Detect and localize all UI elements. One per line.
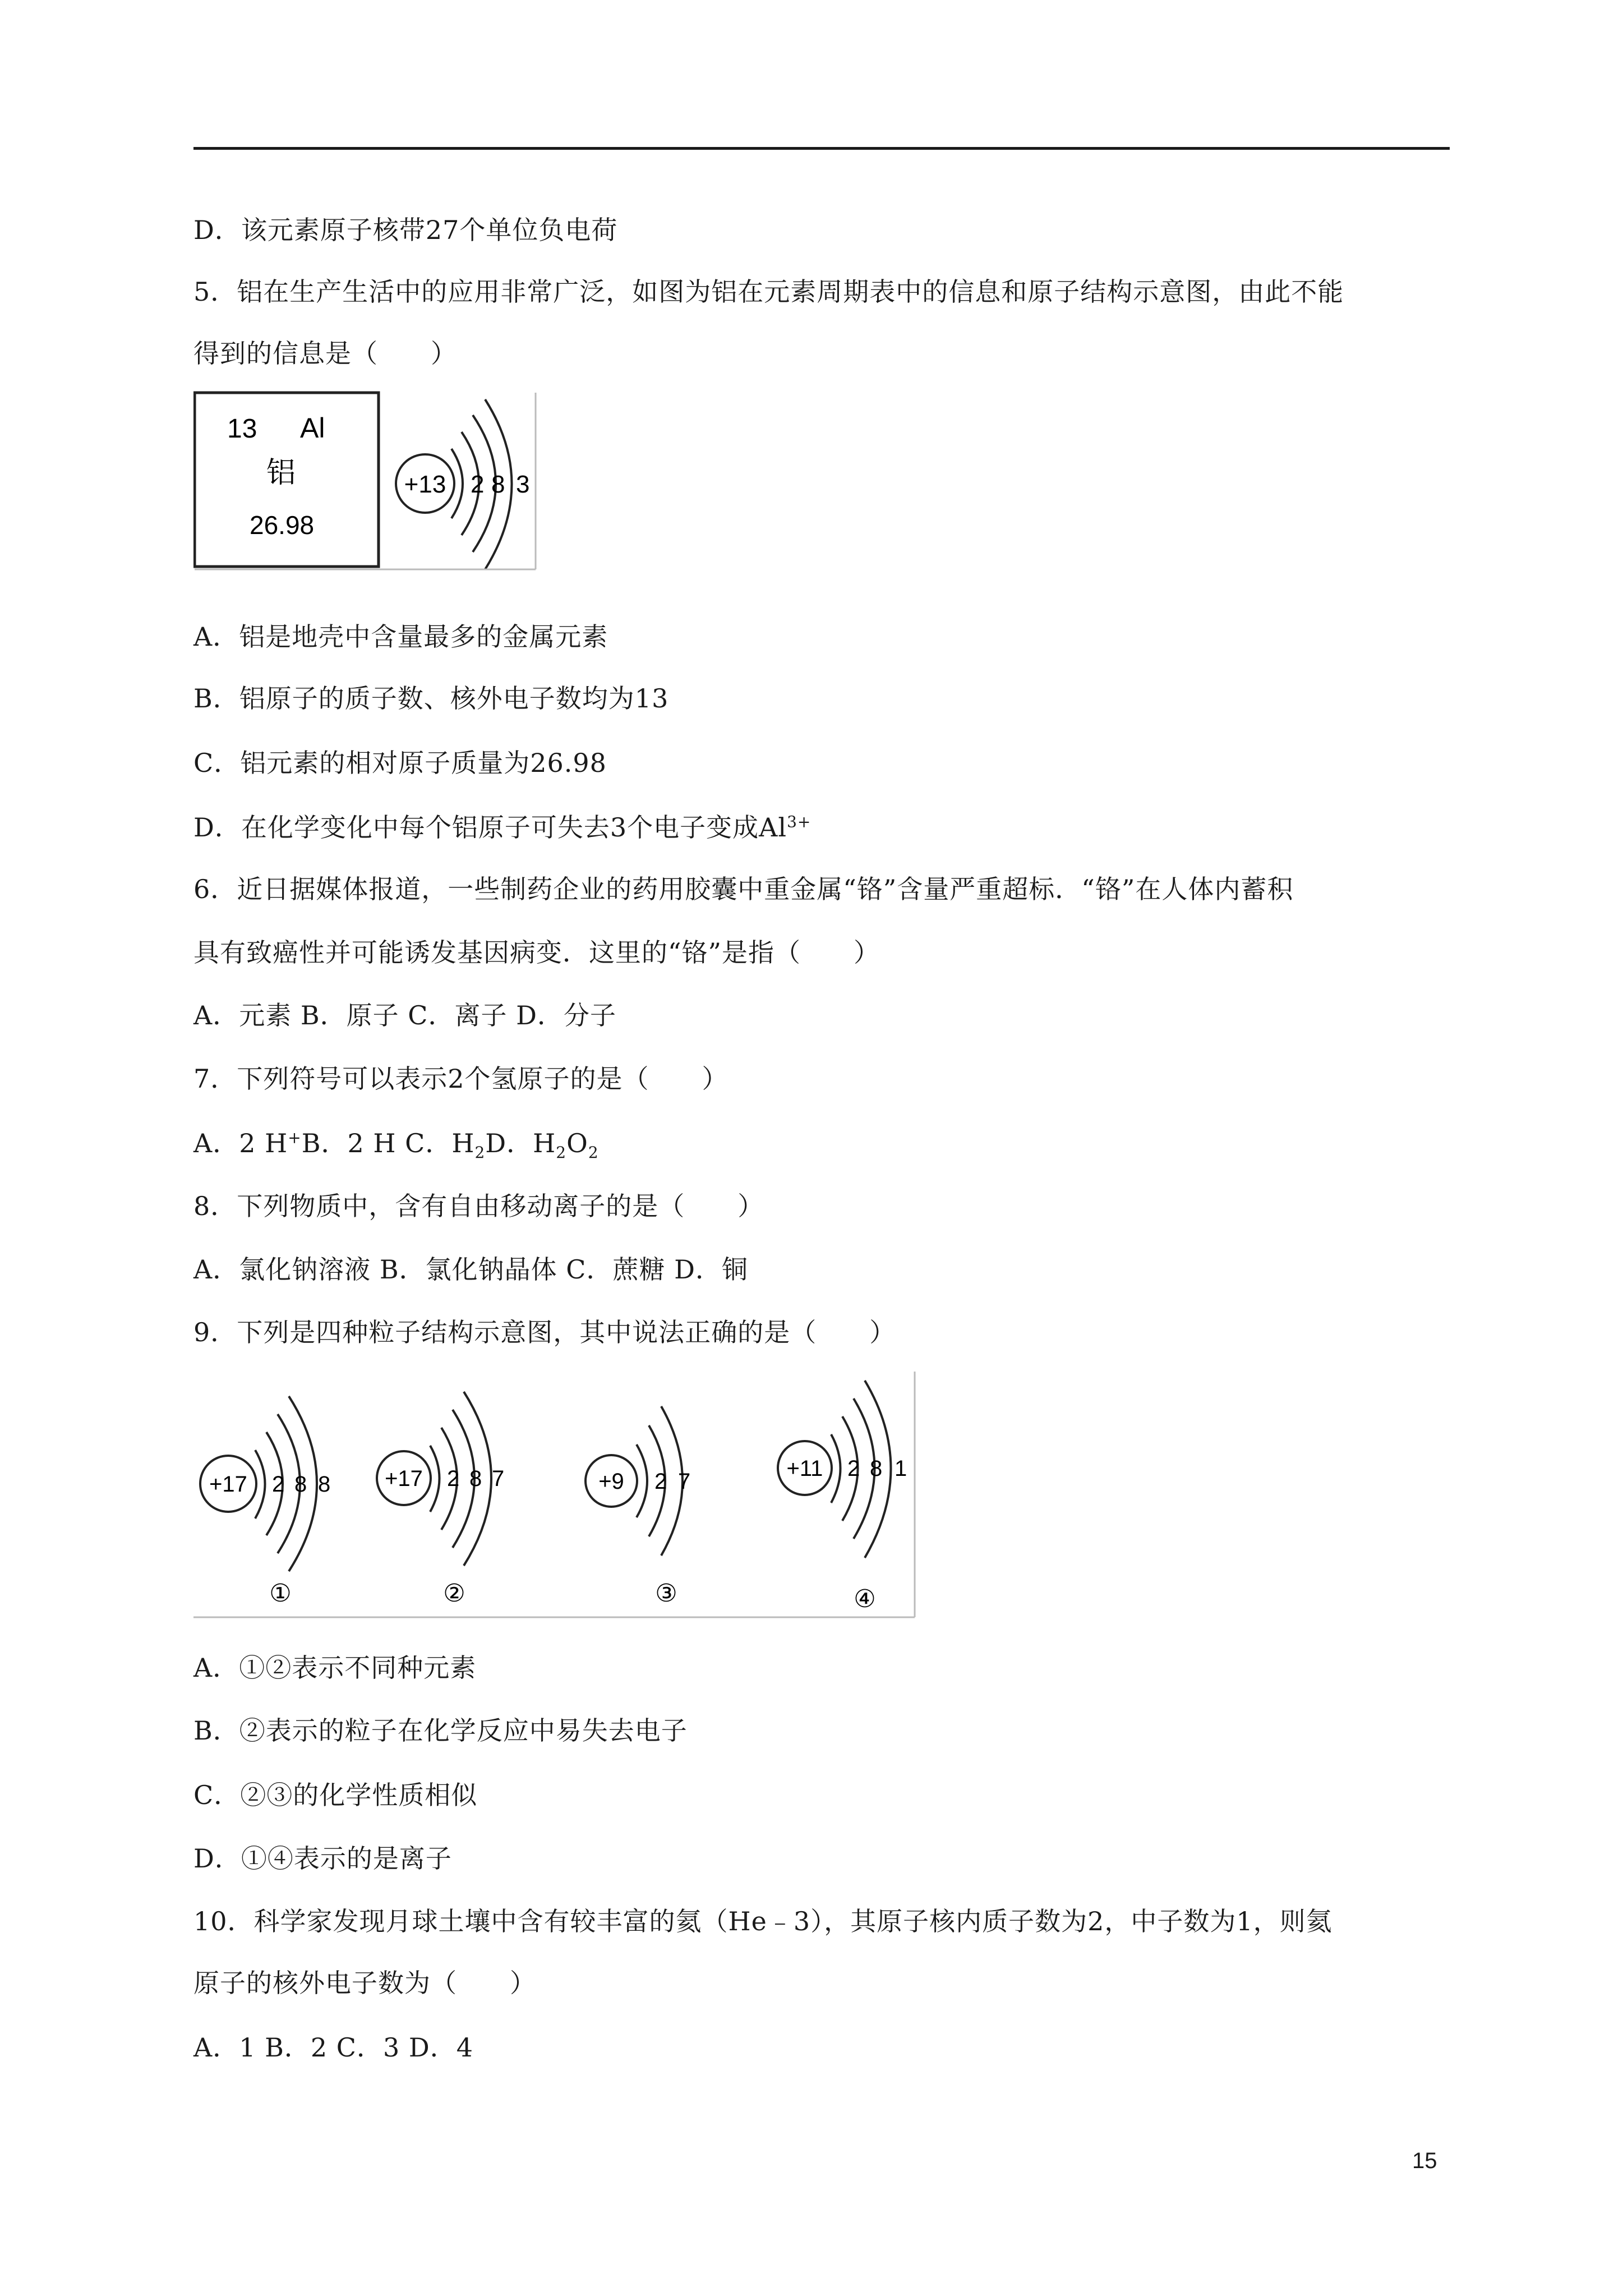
- element-name: 铝: [266, 457, 296, 489]
- q5-option-d: D．在化学变化中每个铝原子可失去3个电子变成$Al^{3+}$: [193, 812, 811, 843]
- q6-stem-line2: 具有致癌性并可能诱发基因病变．这里的“铬”是指（ ）: [193, 937, 880, 968]
- q9-option-d: D．①④表示的是离子: [193, 1843, 452, 1874]
- particle-structure-figure: [193, 1372, 917, 1621]
- q8-stem: 8．下列物质中，含有自由移动离子的是（ ）: [193, 1191, 764, 1221]
- q6-options: A．元素 B．原子 C．离子 D．分子: [193, 1000, 616, 1030]
- particle-2-label: ②: [443, 1580, 465, 1607]
- page-number: 15: [1412, 2148, 1437, 2173]
- svg-text:8: 8: [294, 1472, 307, 1497]
- nucleus-charge: +13: [404, 471, 446, 498]
- q9-option-a: A．①②表示不同种元素: [193, 1653, 477, 1683]
- particle-1-nucleus: +17: [209, 1472, 247, 1497]
- svg-text:2: 2: [654, 1469, 667, 1494]
- header-rule: [193, 147, 1450, 150]
- svg-text:7: 7: [678, 1469, 691, 1494]
- q10-options: A．1 B．2 C．3 D．4: [193, 2032, 474, 2063]
- atomic-number: 13: [227, 414, 257, 444]
- q8-options: A．氯化钠溶液 B．氯化钠晶体 C．蔗糖 D．铜: [193, 1254, 748, 1285]
- atomic-mass: 26.98: [250, 510, 315, 540]
- q10-stem-line2: 原子的核外电子数为（ ）: [193, 1968, 536, 1998]
- q5-option-a: A．铝是地壳中含量最多的金属元素: [193, 622, 608, 652]
- q6-stem-line1: 6．近日据媒体报道，一些制药企业的药用胶囊中重金属“铬”含量严重超标．“铬”在人体内蓄积: [193, 874, 1294, 904]
- particle-3-nucleus: +9: [598, 1469, 624, 1494]
- q7-options: A．2 H+B．2 H C．$H_2D$．$H_2O_2$: [193, 1128, 599, 1162]
- particle-3: [585, 1406, 690, 1607]
- q7-stem: 7．下列符号可以表示2个氢原子的是（ ）: [193, 1064, 728, 1094]
- particle-4-label: ④: [854, 1585, 876, 1613]
- svg-text:8: 8: [318, 1472, 331, 1497]
- particle-2: [377, 1392, 504, 1607]
- shell-3-electrons: 3: [516, 471, 530, 498]
- q5-option-b: B．铝原子的质子数、核外电子数均为13: [193, 683, 669, 714]
- shell-1-electrons: 2: [471, 471, 485, 498]
- svg-text:2: 2: [447, 1466, 460, 1491]
- q10-stem-line1: 10．科学家发现月球土壤中含有较丰富的氦（He﹣3），其原子核内质子数为2，中子数为1，则氦: [193, 1906, 1332, 1936]
- particle-4: [778, 1381, 907, 1613]
- aluminum-figure: [193, 387, 541, 580]
- q9-option-c: C．②③的化学性质相似: [193, 1780, 478, 1810]
- q5-stem-line2: 得到的信息是（ ）: [193, 338, 457, 369]
- shell-2-electrons: 8: [491, 471, 505, 498]
- q5-option-c: C．铝元素的相对原子质量为26.98: [193, 748, 607, 778]
- particle-4-nucleus: +11: [786, 1456, 823, 1481]
- particle-1: [200, 1396, 330, 1607]
- particle-1-label: ①: [269, 1580, 292, 1607]
- svg-text:7: 7: [492, 1466, 505, 1491]
- q9-stem: 9．下列是四种粒子结构示意图，其中说法正确的是（ ）: [193, 1317, 896, 1347]
- svg-text:2: 2: [272, 1472, 285, 1497]
- svg-text:8: 8: [469, 1466, 482, 1491]
- q4-option-d: D．该元素原子核带27个单位负电荷: [193, 215, 618, 245]
- svg-text:8: 8: [870, 1456, 883, 1481]
- particle-2-nucleus: +17: [385, 1466, 423, 1491]
- q9-option-b: B．②表示的粒子在化学反应中易失去电子: [193, 1715, 688, 1746]
- q5-stem-line1: 5．铝在生产生活中的应用非常广泛，如图为铝在元素周期表中的信息和原子结构示意图，由此不能: [193, 277, 1344, 307]
- element-symbol: Al: [300, 412, 325, 444]
- svg-text:1: 1: [895, 1456, 907, 1481]
- svg-text:2: 2: [847, 1456, 860, 1481]
- particle-3-label: ③: [655, 1580, 677, 1607]
